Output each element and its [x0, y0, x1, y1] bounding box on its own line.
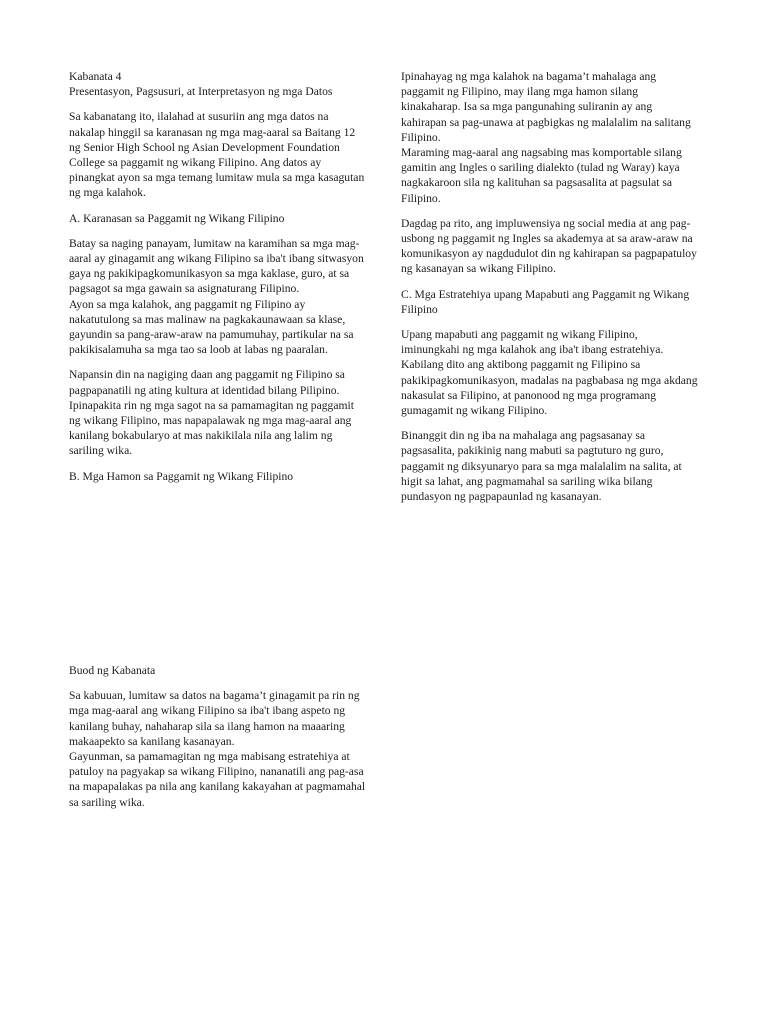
summary-heading: Buod ng Kabanata: [69, 664, 156, 677]
section-c-paragraph-1: Upang mapabuti ang paggamit ng wikang Filipino, iminungkahi ng mga kalahok ang iba't ibang estratehiya.: [401, 328, 664, 357]
summary-block: [69, 688, 367, 810]
section-b-heading: B. Mga Hamon sa Paggamit ng Wikang Filipino: [69, 469, 294, 483]
section-c-paragraph-3: Binanggit din ng iba na mahalaga ang pagsasanay sa pagsasalita, pakikinig nang mabuti sa pagtuturo ng guro, paggamit ng diksyunaryo para sa mga malalalim na salita, at higit sa lahat, ang pagmamahal sa sariling wika bilang pundasyon ng pagpapaunlad ng kasanayan.: [401, 429, 682, 504]
section-b-paragraph-3: Dagdag pa rito, ang impluwensiya ng social media at ang pag-usbong ng paggamit ng Ingles sa akademya at sa araw-araw na komunikasyon ay nagdudulot din ng kahirapan sa pagpapatuloy ng kasanayan sa wikang Filipino.: [401, 216, 697, 276]
section-b-paragraph-1: Ipinahayag ng mga kalahok na bagama’t mahalaga ang paggamit ng Filipino, may ilang mga hamon silang kinakaharap. Isa sa mga pangunahing suliranin ay ang kahirapan sa pag-unawa at pagbigkas ng malalalim na salitang Filipino.: [401, 70, 691, 144]
section-a-heading: A. Karanasan sa Paggamit ng Wikang Filipino: [69, 211, 285, 225]
left-column: [69, 69, 367, 494]
section-b-paragraph-2: Maraming mag-aaral ang nagsabing mas komportable silang gamitin ang Ingles o sariling dialekto (tulad ng Waray) kaya nagkakaroon sila ng kalituhan sa pagsasalita at pagsulat sa Filipino.: [401, 146, 682, 205]
right-column: [401, 69, 699, 514]
intro-paragraph: Sa kabanatang ito, ilalahad at susuriin ang mga datos na nakalap hinggil sa karanasan ng mga mag-aaral sa Baitang 12 ng Senior High School ng Asian Development Foundation College sa paggamit ng wikang Filipino. Ang datos ay pinangkat ayon sa mga temang lumitaw mula sa mga kasagutan ng mga kalahok.: [69, 110, 365, 200]
section-a-block-1: [69, 236, 367, 358]
section-a-paragraph-2: Ayon sa mga kalahok, ang paggamit ng Filipino ay nakatutulong sa mas malinaw na pagkakaunawaan sa klase, gayundin sa pang-araw-araw na pamumuhay, partikular na sa pakikisalamuha sa mga tao sa loob at labas ng paaralan.: [69, 297, 354, 357]
summary-paragraph-2: Gayunman, sa pamamagitan ng mga mabisang estratehiya at patuloy na pagyakap sa wikang Filipino, nananatili ang pag-asa na mapapalakas pa nila ang kanilang kakayahan at pagmamahal sa sariling wika.: [69, 750, 366, 809]
section-c-paragraph-2: Kabilang dito ang aktibong paggamit ng Filipino sa pakikipagkomunikasyon, madalas na pagbabasa ng mga akdang nakasulat sa Filipino, at panonood ng mga programang gumagamit ng wikang Filipino.: [401, 358, 698, 418]
section-a-paragraph-3: Napansin din na nagiging daan ang paggamit ng Filipino sa pagpapanatili ng ating kultura at identidad bilang Pilipino.: [69, 368, 345, 397]
section-a-paragraph-1: Batay sa naging panayam, lumitaw na karamihan sa mga mag-aaral ay ginagamit ang wikang Filipino sa iba't ibang sitwasyon gaya ng pakikipagkomunikasyon sa mga kaklase, guro, at sa pagsagot sa mga gawain sa asignaturang Filipino.: [69, 236, 364, 296]
section-c-heading: C. Mga Estratehiya upang Mapabuti ang Paggamit ng Wikang Filipino: [401, 287, 690, 316]
section-a-paragraph-4: Ipinapakita rin ng mga sagot na sa pamamagitan ng paggamit ng wikang Filipino, mas napapalawak ng mga mag-aaral ang kanilang bokabularyo at mas nakikilala nila ang lalim ng sariling wika.: [69, 398, 354, 458]
chapter-title: Presentasyon, Pagsusuri, at Interpretasyon ng mga Datos: [69, 85, 333, 99]
section-a-block-2: [69, 367, 367, 458]
chapter-number: Kabanata 4: [69, 70, 122, 83]
section-c-block-1: [401, 327, 699, 418]
section-b-block-1: [401, 69, 699, 206]
chapter-summary: [69, 663, 367, 810]
summary-paragraph-1: Sa kabuuan, lumitaw sa datos na bagama’t ginagamit pa rin ng mga mag-aaral ang wikang Filipino sa iba't ibang aspeto ng kanilang buhay, nahaharap sila sa ilang hamon na maaaring makaapekto sa kanilang kasanayan.: [69, 689, 360, 748]
chapter-header: [69, 69, 367, 99]
